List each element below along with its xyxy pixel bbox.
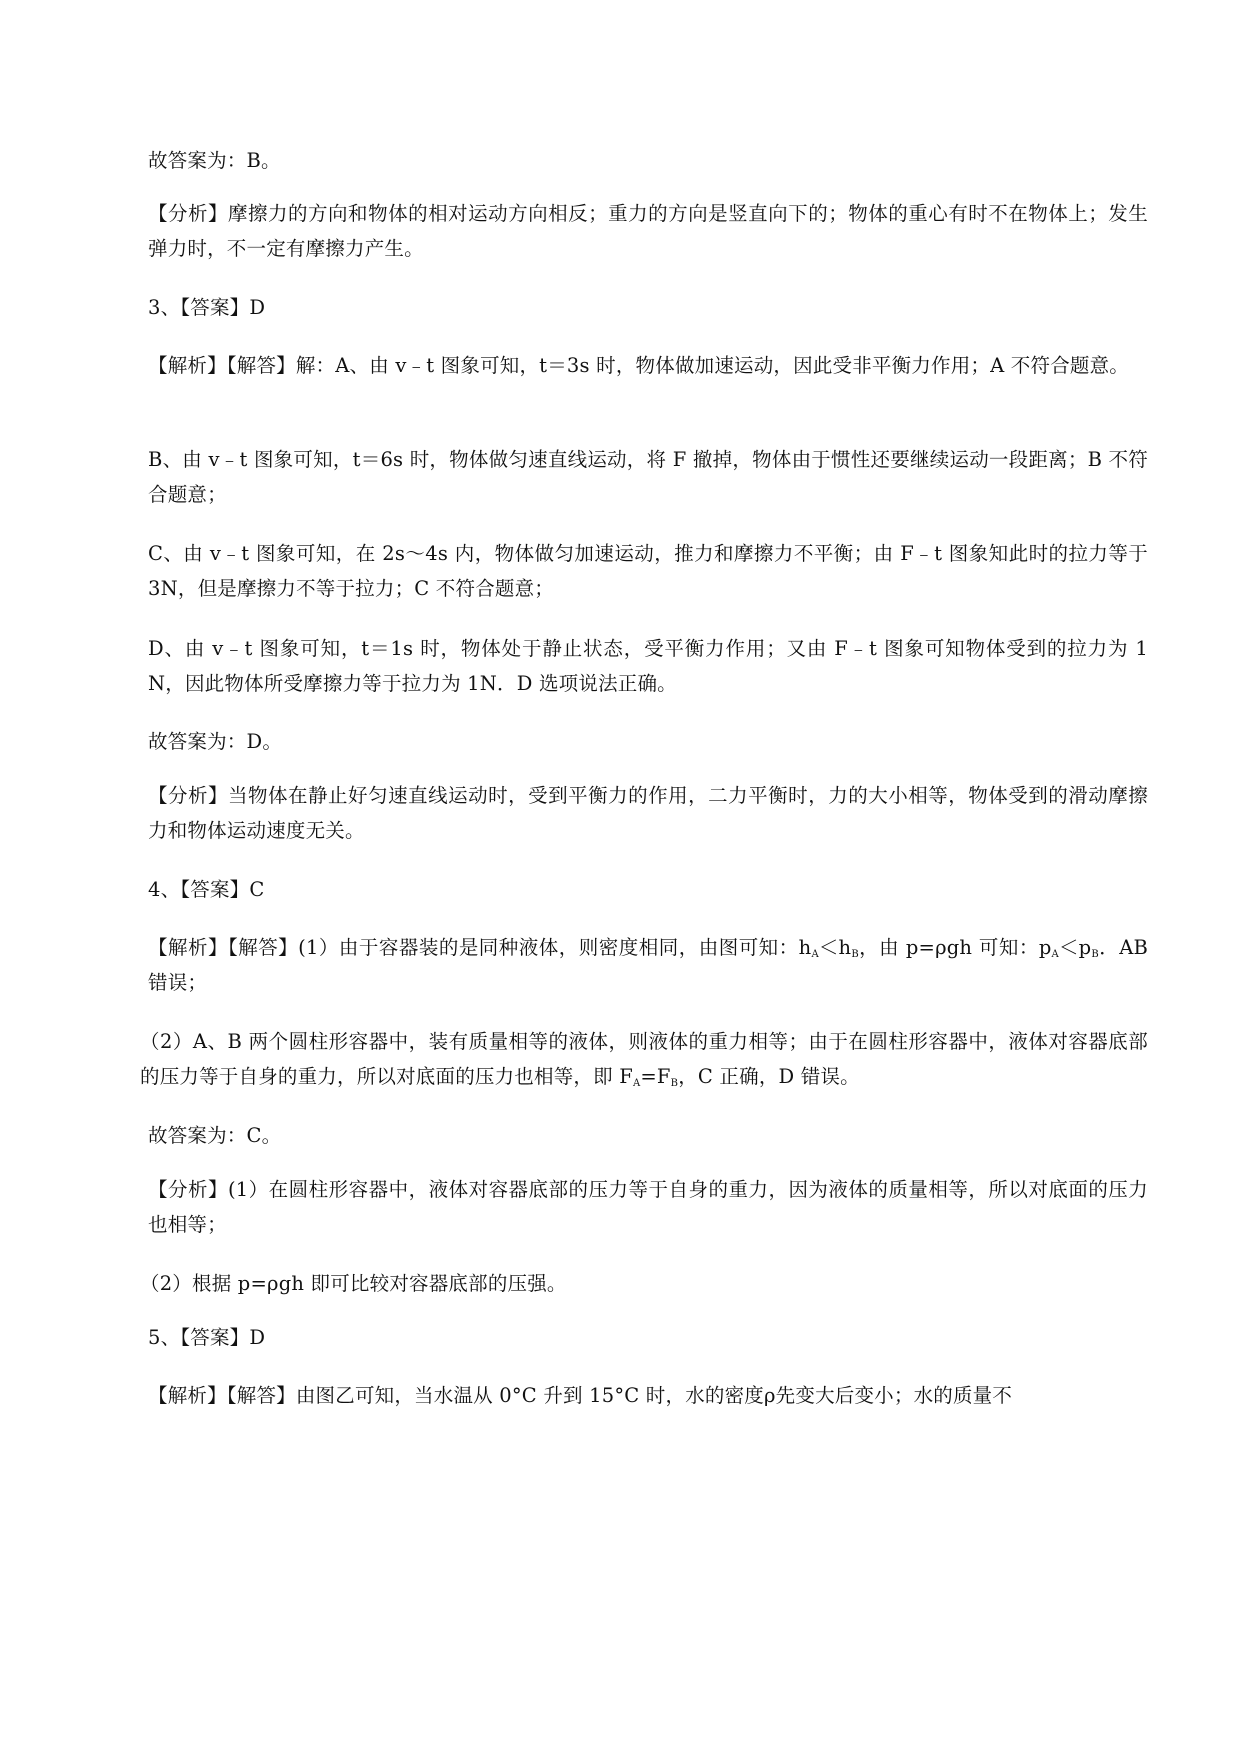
question-3-answer: 3、【答案】D: [148, 296, 266, 319]
analysis-q4-part1: 【分析】(1）在圆柱形容器中，液体对容器底部的压力等于自身的重力，因为液体的质量相等，所以对底面的压力也相等；: [148, 1178, 1148, 1236]
solution-q3-option-c: C、由 v﹣t 图象可知，在 2s～4s 内，物体做匀加速运动，推力和摩擦力不平衡；由 F﹣t 图象知此时的拉力等于 3N，但是摩擦力不等于拉力；C 不符合题意；: [148, 542, 1155, 600]
solution-q5: 【解析】【解答】由图乙可知，当水温从 0°C 升到 15°C 时，水的密度ρ先变大后变小；水的质量不: [148, 1384, 1013, 1407]
solution-q4-part1: 【解析】【解答】(1）由于容器装的是同种液体，则密度相同，由图可知：$h_A<h_B$，由 p=ρgh 可知：$p_A<p_B$．AB 错误；: [148, 936, 1155, 994]
solution-q4-part2: （2）A、B 两个圆柱形容器中，装有质量相等的液体，则液体的重力相等；由于在圆柱形容器中，液体对容器底部的压力等于自身的重力，所以对底面的压力也相等，即 $F_A=F_B$，C 正确，D 错误。: [140, 1030, 1148, 1089]
solution-q3-option-b: B、由 v﹣t 图象可知，t＝6s 时，物体做匀速直线运动，将 F 撤掉，物体由于惯性还要继续运动一段距离；B 不符合题意；: [148, 448, 1148, 506]
answer-line-q4: 故答案为：C。: [148, 1124, 282, 1147]
answer-line-q3: 故答案为：D。: [148, 730, 283, 753]
solution-q3-option-d: D、由 v﹣t 图象可知，t＝1s 时，物体处于静止状态，受平衡力作用；又由 F﹣t 图象可知物体受到的拉力为 1N，因此物体所受摩擦力等于拉力为 1N．D 选项说法正确。: [148, 637, 1148, 695]
analysis-q3: 【分析】当物体在静止好匀速直线运动时，受到平衡力的作用，二力平衡时，力的大小相等，物体受到的滑动摩擦力和物体运动速度无关。: [148, 784, 1148, 842]
solution-q3-option-a: 【解析】【解答】解：A、由 v﹣t 图象可知，t＝3s 时，物体做加速运动，因此受非平衡力作用；A 不符合题意。: [148, 354, 1130, 377]
question-5-answer: 5、【答案】D: [148, 1326, 266, 1349]
answer-line-q2: 故答案为：B。: [148, 149, 281, 172]
analysis-q4-part2: （2）根据 p=ρgh 即可比较对容器底部的压强。: [140, 1272, 567, 1295]
question-4-answer: 4、【答案】C: [148, 878, 265, 901]
analysis-q2: 【分析】摩擦力的方向和物体的相对运动方向相反；重力的方向是竖直向下的；物体的重心有时不在物体上；发生弹力时，不一定有摩擦力产生。: [148, 202, 1148, 260]
